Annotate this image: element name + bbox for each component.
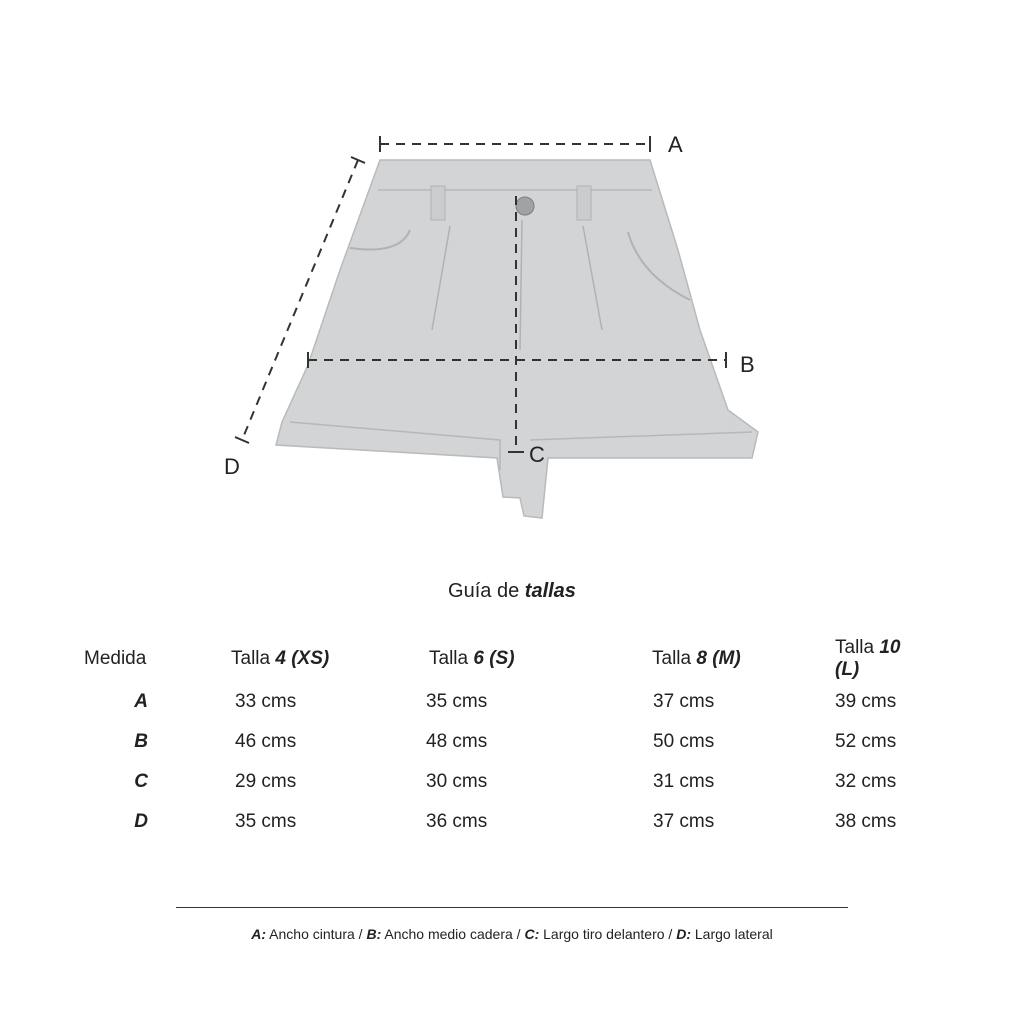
table-row [60,802,925,842]
table-cell: 37 cms [653,691,715,712]
table-header-row [60,636,925,682]
legend-separator: / [354,926,367,942]
table-cell: 39 cms [835,691,897,712]
table-cell: 48 cms [426,731,488,752]
table-cell: 46 cms [235,731,297,752]
table-row [60,722,925,762]
legend-key: A: [251,926,267,942]
size-number: 6 [473,648,484,669]
header-measure: Medida [84,648,147,669]
table-cell: 37 cms [653,811,715,832]
size-code: (XS) [291,648,330,669]
title-emphasis: tallas [524,580,576,602]
button-icon [516,197,534,215]
dimension-label-d: D [224,454,240,479]
belt-loop-left [431,186,445,220]
size-number: 4 [275,648,286,669]
table-cell: 32 cms [835,771,897,792]
dimension-label-c: C [529,442,545,467]
legend-text: Ancho cintura [269,926,355,942]
legend-key: C: [524,926,540,942]
table-cell: 50 cms [653,731,715,752]
belt-loop-right [577,186,591,220]
legend-key: B: [366,926,382,942]
row-key: B [134,731,148,752]
dimension-d-tick-bottom [235,437,249,443]
dimension-label-a: A [668,132,683,157]
table-row [60,682,925,722]
table-cell: 29 cms [235,771,297,792]
size-word: Talla [429,648,469,669]
measurement-legend [0,926,1024,942]
table-cell: 31 cms [653,771,715,792]
size-table [60,636,925,842]
table-cell: 38 cms [835,811,897,832]
size-code: (M) [712,648,741,669]
header-size-s [370,636,585,682]
legend-text: Largo tiro delantero [543,926,665,942]
row-key: A [134,691,148,712]
size-word: Talla [835,637,875,658]
header-size-xs [170,636,370,682]
legend-text: Ancho medio cadera [384,926,513,942]
dimension-label-b: B [740,352,755,377]
table-cell: 30 cms [426,771,488,792]
header-size-l [785,636,925,682]
header-size-m [585,636,785,682]
table-cell: 36 cms [426,811,488,832]
size-code: (L) [835,659,860,680]
legend-separator: / [512,926,525,942]
table-cell: 52 cms [835,731,897,752]
divider-line [176,907,848,908]
table-cell: 35 cms [235,811,297,832]
legend-text: Largo lateral [694,926,773,942]
legend-separator: / [664,926,677,942]
size-word: Talla [652,648,692,669]
row-key: C [134,771,148,792]
size-guide-title [0,580,1024,603]
size-number: 10 [879,637,901,658]
table-cell: 33 cms [235,691,297,712]
table-cell: 35 cms [426,691,488,712]
size-word: Talla [231,648,271,669]
row-key: D [134,811,148,832]
table-row [60,762,925,802]
legend-key: D: [676,926,691,942]
size-number: 8 [696,648,707,669]
title-prefix: Guía de [448,580,520,602]
size-code: (S) [489,648,515,669]
